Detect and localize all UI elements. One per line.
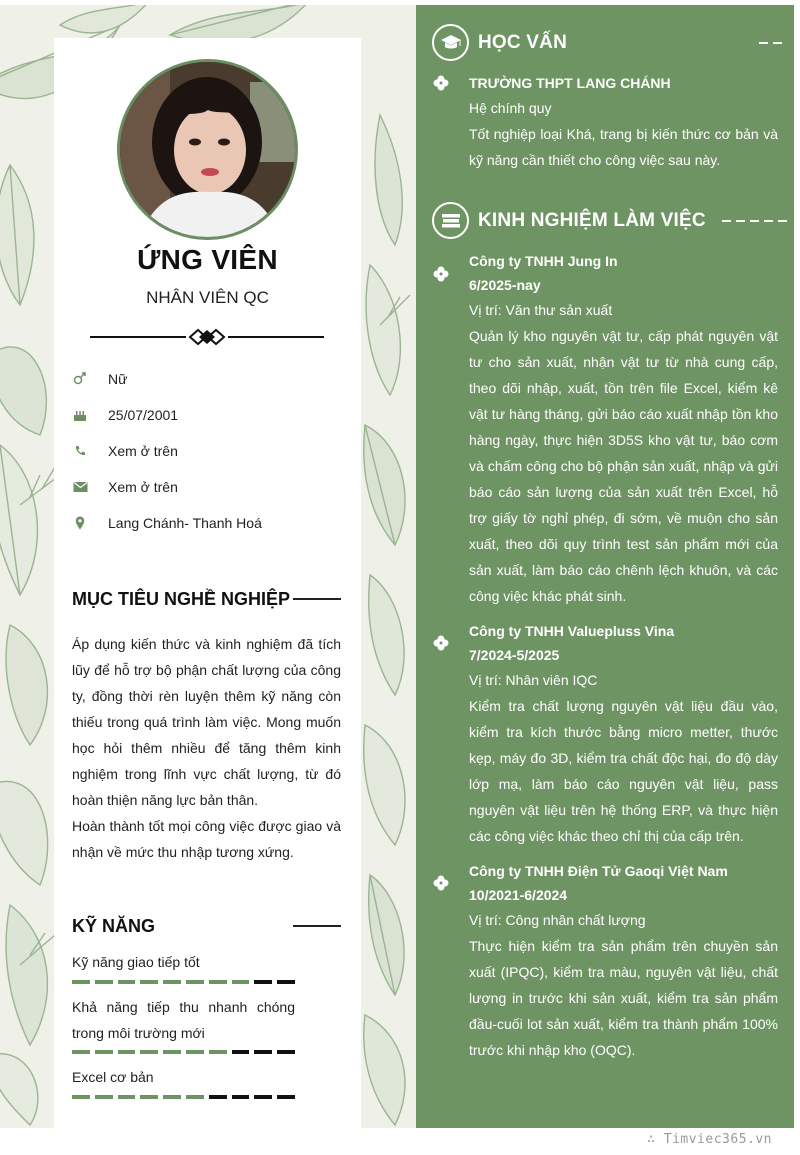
skill-segment-empty (232, 1095, 250, 1099)
skill-segment-filled (140, 1095, 158, 1099)
info-birthday (72, 405, 178, 425)
gender-text: Nữ (108, 371, 128, 387)
skill-segment-empty (254, 1050, 272, 1054)
skill-segment-filled (95, 1050, 113, 1054)
phone-text: Xem ở trên (108, 443, 178, 459)
skill-segment-filled (186, 980, 204, 984)
job-company: Công ty TNHH Điện Tử Gaoqi Việt Nam (469, 863, 728, 879)
objective-text: Áp dụng kiến thức và kinh nghiệm đã tích lũy để hỗ trợ bộ phận chất lượng của công ty, đồng thời rèn luyện thêm kỹ năng còn thiếu trong quá trình làm việc. Mong muốn học hỏi thêm nhiều để tăng thêm kinh nghiệm trong lĩnh vực chất lượng, từ đó hoàn thiện năng lực bản thân. (72, 636, 341, 808)
skill-segment-filled (118, 1095, 136, 1099)
job-period: 10/2021-6/2024 (469, 887, 568, 903)
objective-text-2: Hoàn thành tốt mọi công việc được giao và nhận về mức thu nhập tương xứng. (72, 818, 341, 860)
education-type: Hệ chính quy (469, 100, 552, 116)
skill-segment-empty (277, 1050, 295, 1054)
skill-level-bar (72, 1095, 295, 1099)
skill-segment-filled (140, 980, 158, 984)
objective-title-line (293, 598, 341, 600)
info-gender (72, 369, 127, 389)
job-company: Công ty TNHH Valuepluss Vina (469, 623, 675, 639)
skill-segment-filled (209, 1050, 227, 1054)
skill-segment-empty (209, 1095, 227, 1099)
skill-segment-empty (277, 1095, 295, 1099)
skill-segment-filled (72, 1050, 90, 1054)
skills-title: KỸ NĂNG (72, 916, 156, 936)
clover-bullet-icon (432, 634, 450, 652)
gender-icon (72, 371, 88, 387)
info-email (72, 477, 178, 497)
location-pin-icon (72, 515, 88, 531)
job-description: Quản lý kho nguyên vật tư, cấp phát nguyên vật tư cho sản xuất, nhận vật tư từ nhà cung cấp, theo dõi nhập, xuất, tồn trên file Excel, kiểm kê vật tư hàng tháng, gửi báo cáo xuất nhập tồn kho hàng ngày, thực hiện 3D5S kho vật tư, báo cơm và chấm công cho bộ phận sản xuất, nhập và gửi báo cáo sản lượng của sản xuất trên Excel, hỗ trợ giấy tờ nghỉ phép, đi sớm, về muộn cho sản xuất, theo dõi quy trình test sản phẩm mới của sản xuất, làm báo cáo chênh lệch khuôn, và các công việc khác phát sinh. (469, 328, 778, 604)
clover-bullet-icon (432, 874, 450, 892)
skill-segment-filled (118, 1050, 136, 1054)
skill-segment-filled (163, 1050, 181, 1054)
skills-title-line (293, 925, 341, 927)
skill-segment-filled (209, 980, 227, 984)
job-description: Thực hiện kiểm tra sản phẩm trên chuyền sản xuất (IPQC), kiểm tra màu, nguyên vật liệu, chất lượng in trước khi sản xuất, kiểm tra sản phẩm đầu-cuối lot sản xuất, kiểm tra thành phẩm 100% trước khi nhập kho (OQC). (469, 938, 778, 1058)
phone-icon (72, 443, 88, 459)
education-title-dash (759, 42, 782, 44)
footer-watermark[interactable] (647, 1132, 772, 1147)
graduation-cap-icon (432, 24, 469, 61)
skill-segment-empty (254, 980, 272, 984)
skill-name: Khả năng tiếp thu nhanh chóng trong môi trường mới (72, 999, 295, 1041)
skill-name: Excel cơ bản (72, 1069, 154, 1085)
birthday-text: 25/07/2001 (108, 407, 179, 423)
job-role: Vị trí: Văn thư sản xuất (469, 302, 613, 318)
avatar-photo (120, 62, 295, 237)
skill-segment-filled (232, 980, 250, 984)
ornament-divider (90, 327, 324, 347)
experience-title-dash (722, 220, 787, 222)
skill-segment-filled (72, 980, 90, 984)
job-period: 7/2024-5/2025 (469, 647, 560, 663)
skill-level-bar (72, 1050, 295, 1054)
avatar (117, 59, 298, 240)
education-title: HỌC VẤN (478, 32, 568, 53)
education-school: TRƯỜNG THPT LANG CHÁNH (469, 75, 671, 91)
job-role: Vị trí: Nhân viên IQC (469, 672, 598, 688)
footer-text[interactable]: Timviec365.vn (663, 1132, 772, 1147)
skill-name: Kỹ năng giao tiếp tốt (72, 954, 200, 970)
job-company: Công ty TNHH Jung In (469, 253, 618, 269)
objective-title: MỤC TIÊU NGHỀ NGHIỆP (72, 589, 291, 609)
clover-bullet-icon (432, 265, 450, 283)
info-address (72, 513, 262, 533)
job-role: Vị trí: Công nhân chất lượng (469, 912, 646, 928)
skill-segment-filled (95, 1095, 113, 1099)
books-icon (432, 202, 469, 239)
email-text: Xem ở trên (108, 479, 178, 495)
skill-segment-filled (163, 980, 181, 984)
experience-title: KINH NGHIỆM LÀM VIỆC (478, 210, 706, 231)
skill-segment-filled (72, 1095, 90, 1099)
info-phone (72, 441, 178, 461)
skill-segment-filled (186, 1095, 204, 1099)
email-icon (72, 479, 88, 495)
skill-segment-empty (277, 980, 295, 984)
candidate-name: ỨNG VIÊN (137, 244, 278, 275)
skill-segment-filled (186, 1050, 204, 1054)
address-text: Lang Chánh- Thanh Hoá (108, 515, 262, 531)
skill-segment-filled (140, 1050, 158, 1054)
skill-level-bar (72, 980, 295, 984)
education-description: Tốt nghiệp loại Khá, trang bị kiến thức cơ bản và kỹ năng cần thiết cho công việc sau này. (469, 126, 778, 168)
candidate-position: NHÂN VIÊN QC (146, 288, 269, 307)
skill-segment-filled (95, 980, 113, 984)
footer-icon: ∴ (647, 1132, 664, 1147)
birthday-cake-icon (72, 407, 88, 423)
skill-segment-empty (254, 1095, 272, 1099)
job-description: Kiểm tra chất lượng nguyên vật liệu đầu vào, kiểm tra kích thước bằng micro metter, thước kẹp, máy đo 3D, kiểm tra chất độc hại, đo độ dày lớp mạ, làm báo cáo nguyên vật liệu, pass nguyên vật liệu trên hệ thống ERP, và thực hiện các công việc khác theo chỉ thị của cấp trên. (469, 698, 778, 844)
clover-bullet-icon (432, 74, 450, 92)
job-period: 6/2025-nay (469, 277, 541, 293)
skill-segment-filled (118, 980, 136, 984)
skill-segment-empty (232, 1050, 250, 1054)
skill-segment-filled (163, 1095, 181, 1099)
